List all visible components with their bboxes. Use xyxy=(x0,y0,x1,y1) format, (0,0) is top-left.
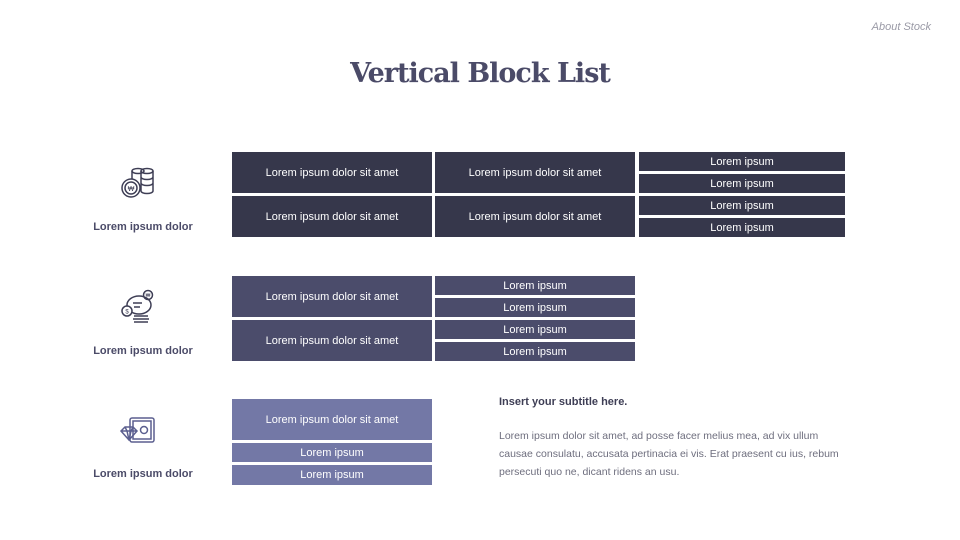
svg-text:$: $ xyxy=(125,309,129,316)
block-small: Lorem ipsum xyxy=(639,152,845,171)
row-label: Lorem ipsum dolor xyxy=(93,221,193,233)
block-small: Lorem ipsum xyxy=(232,443,432,462)
block: Lorem ipsum dolor sit amet xyxy=(232,152,432,193)
row-label: Lorem ipsum dolor xyxy=(93,345,193,357)
block-small: Lorem ipsum xyxy=(639,196,845,215)
piggy-bank-icon xyxy=(118,288,158,328)
svg-text:₩: ₩ xyxy=(145,293,151,299)
svg-text:₩: ₩ xyxy=(127,186,135,193)
row-label: Lorem ipsum dolor xyxy=(93,468,193,480)
coins-won-icon xyxy=(118,165,158,205)
section-label: About Stock xyxy=(871,21,931,33)
block: Lorem ipsum dolor sit amet xyxy=(232,399,432,440)
block: Lorem ipsum dolor sit amet xyxy=(232,276,432,317)
block-small: Lorem ipsum xyxy=(435,298,635,317)
page-title: Vertical Block List xyxy=(350,58,610,89)
block: Lorem ipsum dolor sit amet xyxy=(232,320,432,361)
subtitle: Insert your subtitle here. xyxy=(499,396,628,408)
block: Lorem ipsum dolor sit amet xyxy=(435,196,635,237)
block: Lorem ipsum dolor sit amet xyxy=(232,196,432,237)
safe-diamond-icon xyxy=(118,412,158,452)
block-small: Lorem ipsum xyxy=(639,218,845,237)
block-small: Lorem ipsum xyxy=(435,320,635,339)
block-small: Lorem ipsum xyxy=(435,276,635,295)
block-small: Lorem ipsum xyxy=(232,465,432,485)
block-small: Lorem ipsum xyxy=(639,174,845,193)
block-small: Lorem ipsum xyxy=(435,342,635,361)
block: Lorem ipsum dolor sit amet xyxy=(435,152,635,193)
body-text: Lorem ipsum dolor sit amet, ad posse facer melius mea, ad vix ullum causae consulatu, accusata pertinacia ei vis. Erat praesent cu ius, rebum persecuti quo ne, dicant ridens an usu. xyxy=(499,430,839,478)
